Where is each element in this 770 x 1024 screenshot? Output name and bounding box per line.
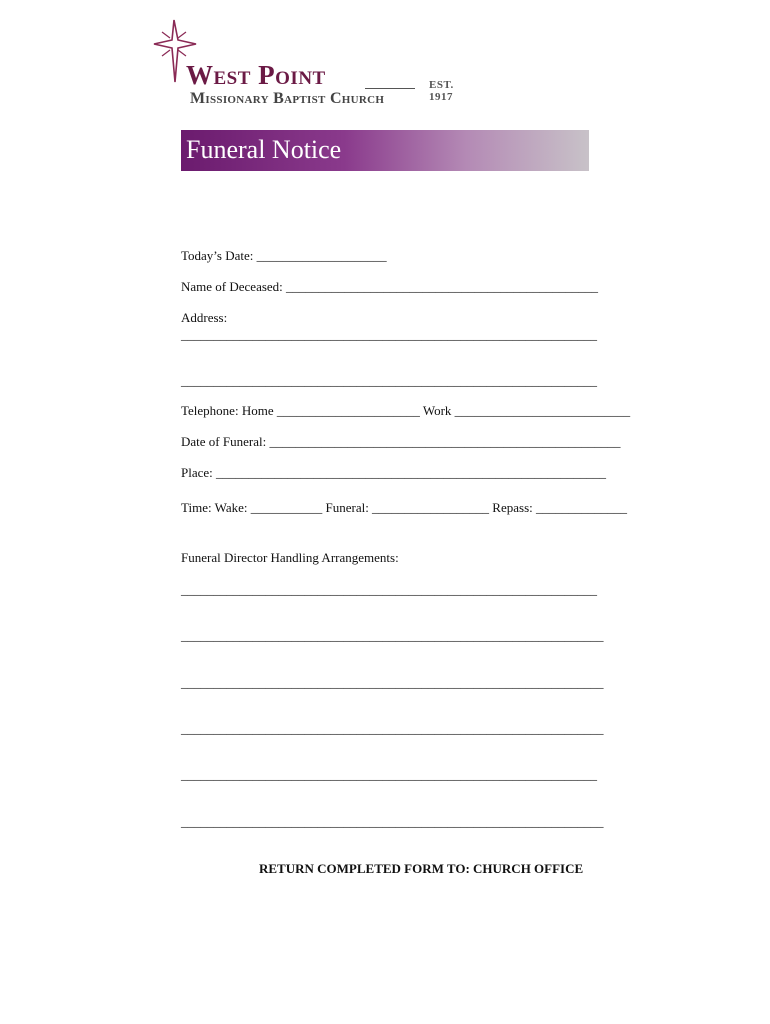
place-field: Place: ____________________________________________________________: [181, 465, 607, 480]
director-line-5: ________________________________________________________________: [181, 767, 597, 782]
director-line-3: _________________________________________________________________: [181, 675, 604, 690]
director-line-1: ________________________________________________________________: [181, 582, 597, 597]
return-note: RETURN COMPLETED FORM TO: CHURCH OFFICE: [259, 861, 584, 876]
title-banner: [181, 130, 589, 171]
director-line-4: _________________________________________________________________: [181, 721, 604, 736]
time-field: Time: Wake: ___________ Funeral: __________________ Repass: ______________: [181, 500, 627, 515]
church-logo: [150, 18, 480, 110]
address-label: Address:: [181, 310, 228, 325]
established-year: EST. 1917: [429, 79, 454, 103]
church-name-line2: Missionary Baptist Church: [190, 90, 385, 107]
church-name-line1: West Point: [186, 60, 326, 90]
telephone-field: Telephone: Home ______________________ Work ___________________________: [181, 403, 631, 418]
page-title: Funeral Notice: [186, 135, 342, 164]
logo-divider: [365, 88, 415, 89]
funeral-date-field: Date of Funeral: ______________________________________________________: [181, 434, 621, 449]
address-line-1: ________________________________________________________________: [181, 327, 597, 342]
director-label: Funeral Director Handling Arrangements:: [181, 550, 399, 565]
address-line-2: ________________________________________________________________: [181, 373, 597, 388]
director-line-6: _________________________________________________________________: [181, 814, 604, 829]
todays-date-field: Today’s Date: ____________________: [181, 248, 387, 263]
director-line-2: _________________________________________________________________: [181, 628, 604, 643]
deceased-name-field: Name of Deceased: ________________________________________________: [181, 279, 599, 294]
